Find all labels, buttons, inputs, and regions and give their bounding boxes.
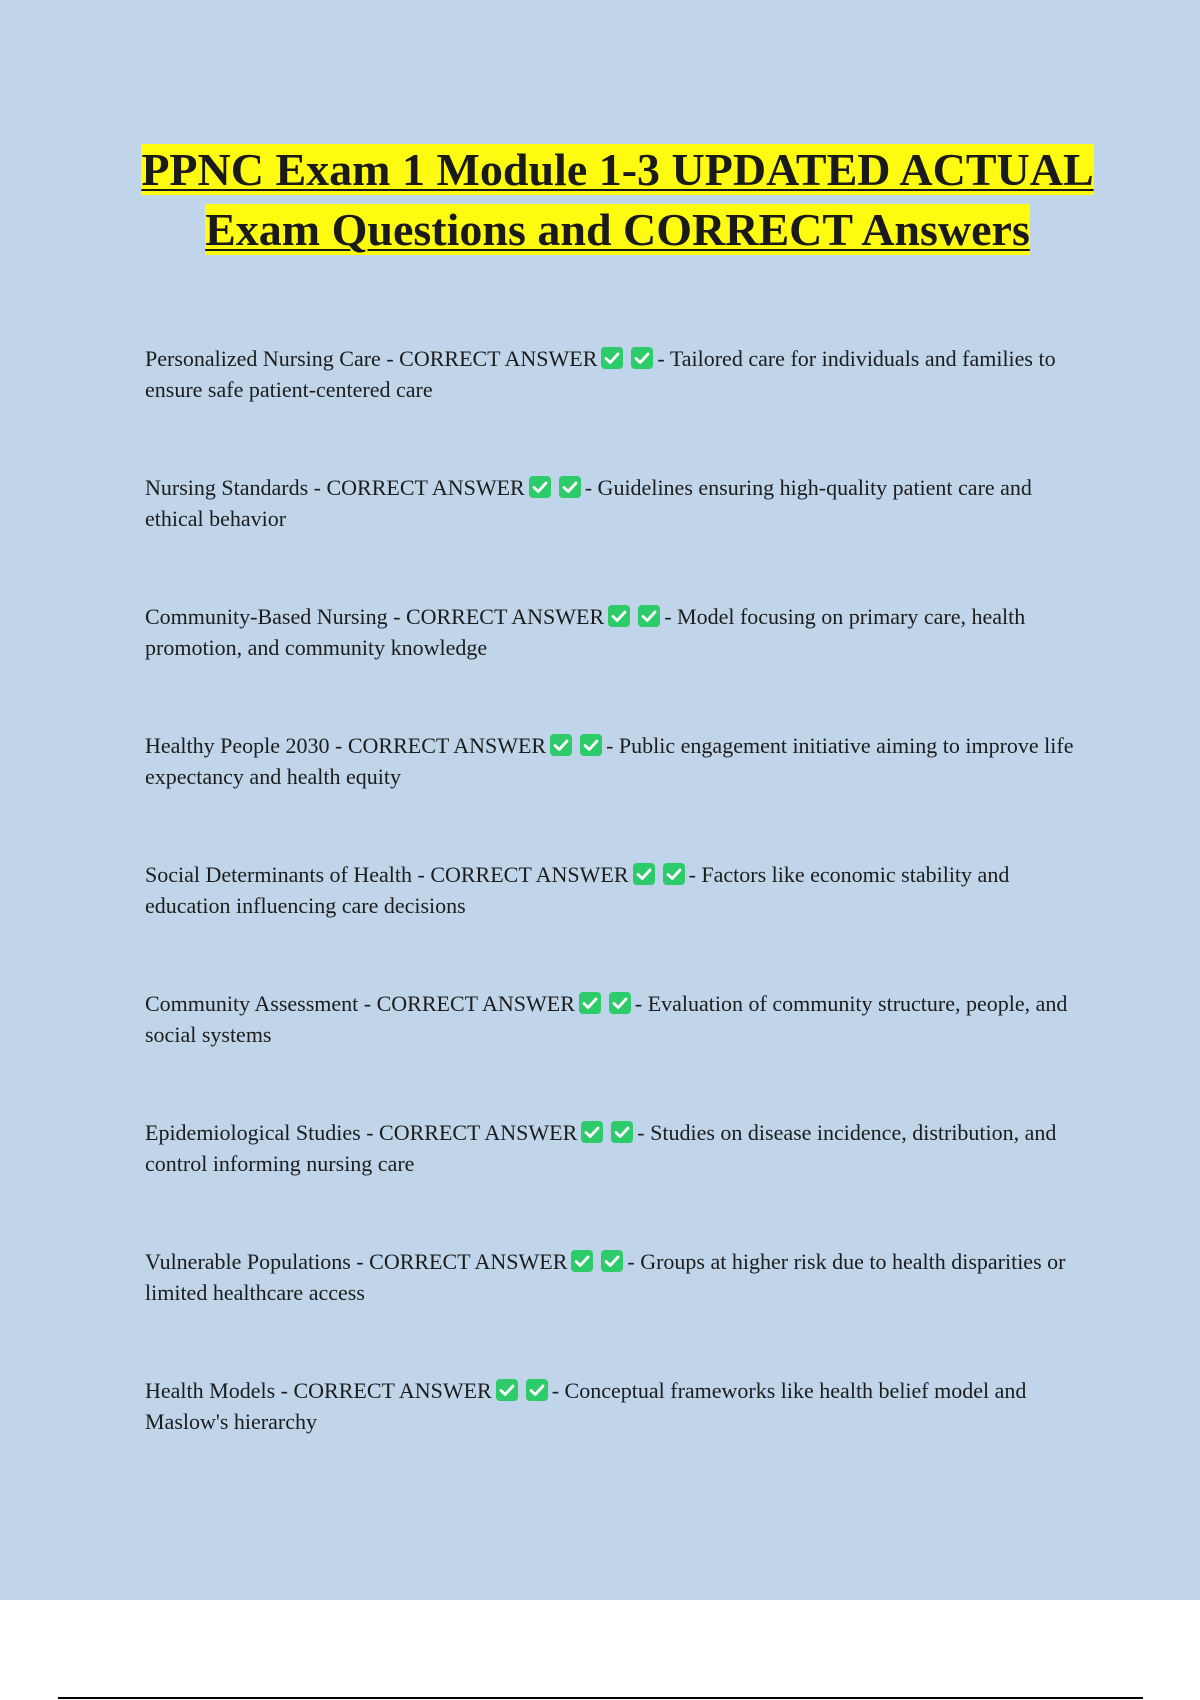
answer-text: - Public engagement initiative aiming to improve life expectancy and health equity <box>145 733 1074 789</box>
check-mark-icon <box>631 347 653 369</box>
answer-text: - Factors like economic stability and education influencing care decisions <box>145 862 1010 918</box>
term-text: Personalized Nursing Care - <box>145 346 400 371</box>
check-mark-icon <box>601 347 623 369</box>
check-mark-icon <box>579 992 601 1014</box>
list-item <box>145 859 1090 921</box>
correct-answer-label: CORRECT ANSWER <box>369 1249 568 1274</box>
document-title-text: PPNC Exam 1 Module 1-3 UPDATED ACTUAL Exam Questions and CORRECT Answers <box>141 144 1094 255</box>
check-mark-icon <box>663 863 685 885</box>
document-title <box>130 140 1105 260</box>
check-mark-icon <box>601 1250 623 1272</box>
check-mark-icon <box>496 1379 518 1401</box>
qa-list <box>145 343 1090 1504</box>
term-text: Health Models - <box>145 1378 294 1403</box>
term-text: Community Assessment - <box>145 991 377 1016</box>
term-text: Social Determinants of Health - <box>145 862 431 887</box>
correct-answer-label: CORRECT ANSWER <box>376 991 575 1016</box>
correct-answer-label: CORRECT ANSWER <box>379 1120 578 1145</box>
list-item <box>145 601 1090 663</box>
check-mark-icon <box>608 605 630 627</box>
check-mark-icon <box>550 734 572 756</box>
correct-answer-label: CORRECT ANSWER <box>430 862 629 887</box>
answer-text: - Groups at higher risk due to health disparities or limited healthcare access <box>145 1249 1066 1305</box>
check-mark-icon <box>559 476 581 498</box>
answer-text: - Studies on disease incidence, distribution, and control informing nursing care <box>145 1120 1057 1176</box>
answer-text: - Conceptual frameworks like health belief model and Maslow's hierarchy <box>145 1378 1027 1434</box>
correct-answer-label: CORRECT ANSWER <box>405 604 605 629</box>
answer-text: - Evaluation of community structure, people, and social systems <box>145 991 1068 1047</box>
list-item <box>145 988 1090 1050</box>
check-mark-icon <box>526 1379 548 1401</box>
list-item <box>145 730 1090 792</box>
term-text: Epidemiological Studies - <box>145 1120 380 1145</box>
list-item <box>145 1375 1090 1437</box>
answer-text: - Model focusing on primary care, health promotion, and community knowledge <box>145 604 1026 660</box>
list-item <box>145 343 1090 405</box>
check-mark-icon <box>529 476 551 498</box>
check-mark-icon <box>571 1250 593 1272</box>
term-text: Vulnerable Populations - <box>145 1249 370 1274</box>
correct-answer-label: CORRECT ANSWER <box>399 346 598 371</box>
list-item <box>145 1117 1090 1179</box>
list-item <box>145 1246 1090 1308</box>
answer-text: - Guidelines ensuring high-quality patient care and ethical behavior <box>145 475 1032 531</box>
check-mark-icon <box>580 734 602 756</box>
term-text: Nursing Standards - <box>145 475 327 500</box>
check-mark-icon <box>609 992 631 1014</box>
correct-answer-label: CORRECT ANSWER <box>347 733 547 758</box>
list-item <box>145 472 1090 534</box>
footer-divider <box>58 1697 1143 1699</box>
check-mark-icon <box>633 863 655 885</box>
answer-text: - Tailored care for individuals and families to ensure safe patient-centered care <box>145 346 1056 402</box>
term-text: Healthy People 2030 - <box>145 733 348 758</box>
check-mark-icon <box>581 1121 603 1143</box>
term-text: Community-Based Nursing - <box>145 604 406 629</box>
check-mark-icon <box>638 605 660 627</box>
correct-answer-label: CORRECT ANSWER <box>326 475 525 500</box>
correct-answer-label: CORRECT ANSWER <box>293 1378 492 1403</box>
check-mark-icon <box>611 1121 633 1143</box>
